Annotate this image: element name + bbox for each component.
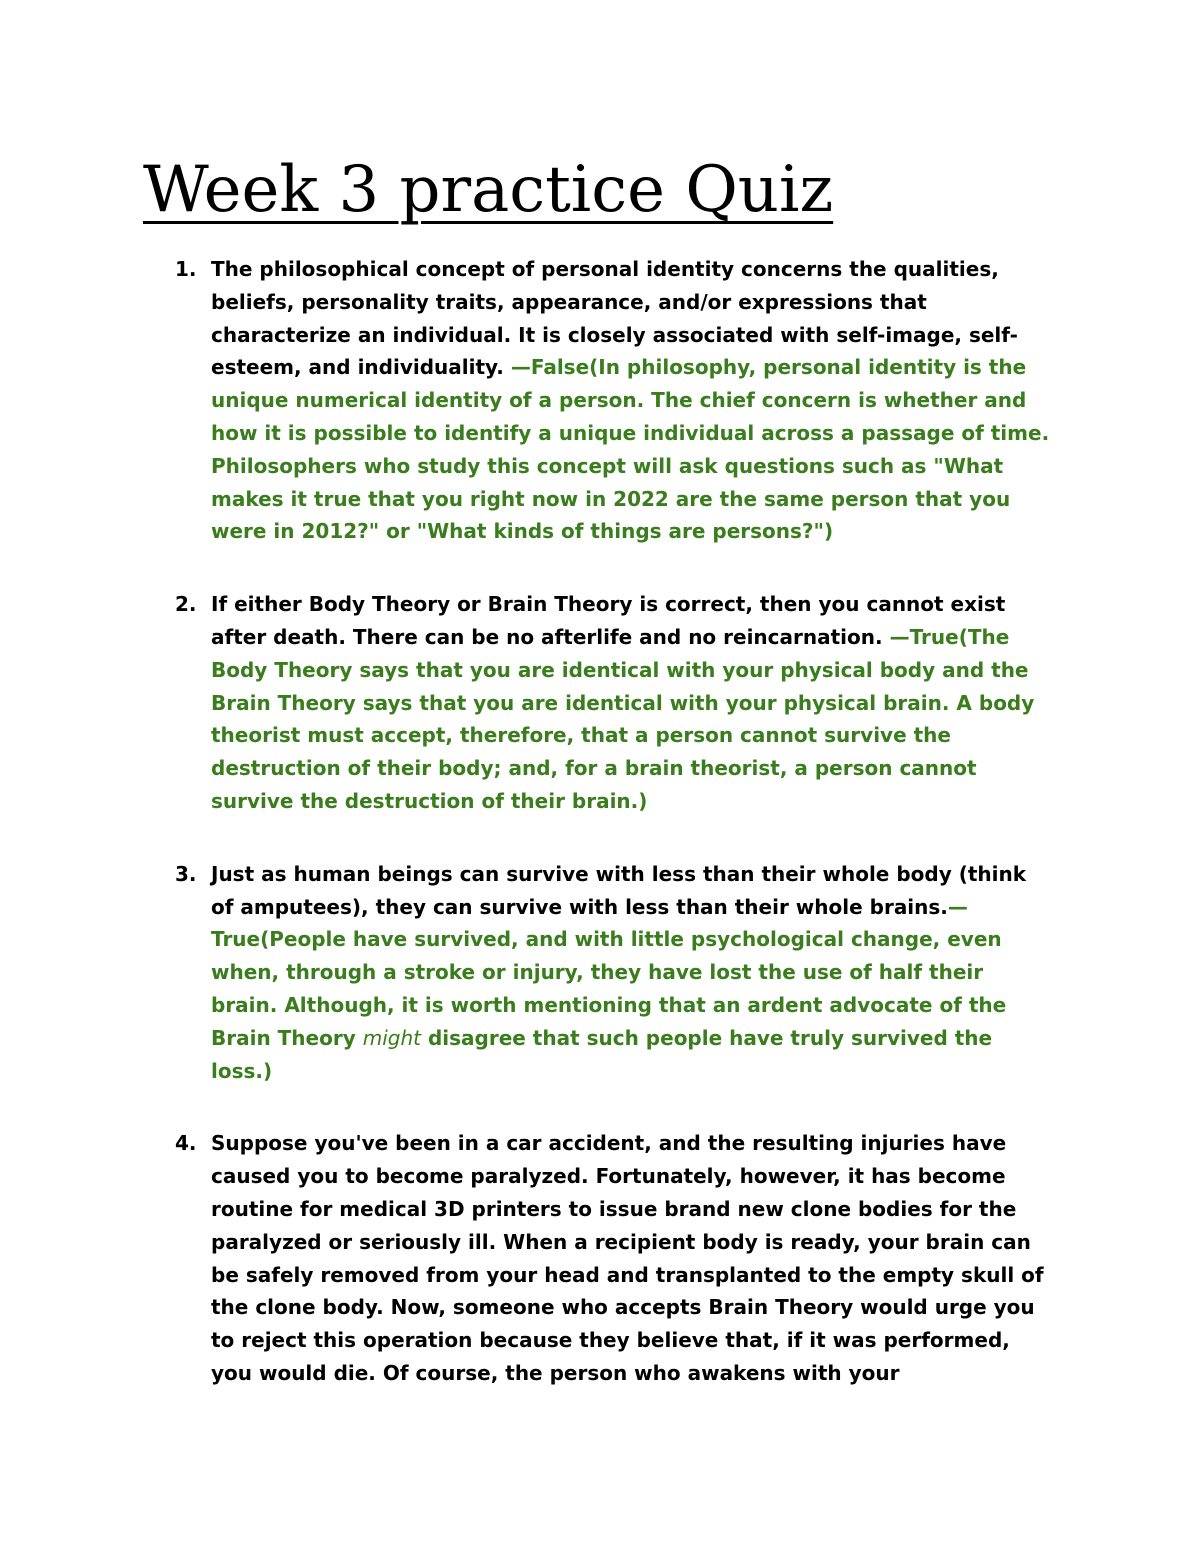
page-title: Week 3 practice Quiz [143, 153, 834, 227]
question-item [0, 858, 1053, 1088]
question-text: Suppose you've been in a car accident, and the resulting injuries have caused you to become paralyzed. Fortunately, however, it has become routine for medical 3D printers to issue brand new clone bodies for the paralyzed or seriously ill. When a recipient body is ready, your brain can be safely removed from your head and transplanted to the empty skull of the clone body. Now, someone who accepts Brain Theory would urge you to reject this operation because they believe that, if it was performed, you would die. Of course, the person who awakens with your [211, 1131, 1044, 1385]
question-item [0, 1127, 1053, 1389]
question-text: If either Body Theory or Brain Theory is correct, then you cannot exist after death. There can be no afterlife and no reincarnation. [211, 592, 1006, 649]
answer-text: —True(The Body Theory says that you are identical with your physical body and the Brain Theory says that you are identical with your physical brain. A body theorist must accept, therefore, that a person cannot survive the destruction of their body; and, for a brain theorist, a person cannot survive the destruction of their brain.) [211, 624, 1035, 813]
answer-text-part: disagree that such people have truly survived the loss.) [211, 1025, 993, 1083]
answer-text-part: —True(People have survived, and with little psychological change, even when, through a stroke or injury, they have lost the use of half their brain. Although, it is worth mentioning that an ardent advocate of the Brain Theory [211, 894, 1007, 1050]
answer-text [211, 895, 1006, 1083]
question-item [0, 253, 1053, 548]
question-text: The philosophical concept of personal identity concerns the qualities, beliefs, personality traits, appearance, and/or expressions that characterize an individual. It is closely associated with self-image, self-esteem, and individuality. [211, 257, 1018, 380]
question-number: 3. [175, 861, 197, 886]
question-number: 1. [175, 257, 197, 281]
question-list [0, 253, 1200, 1430]
question-item [0, 588, 1053, 818]
answer-emphasis: might [362, 1025, 421, 1050]
question-number: 4. [175, 1131, 197, 1156]
answer-text: —False(In philosophy, personal identity is the unique numerical identity of a person. The chief concern is whether and how it is possible to identify a unique individual across a passage of time. Philosophers who study this concept will ask questions such as "What makes it true that you right now in 2022 are the same person that you were in 2012?" or "What kinds of things are persons?") [211, 355, 1050, 544]
question-text: Just as human beings can survive with less than their whole body (think of amputees), they can survive with less than their whole brains. [211, 861, 1027, 919]
question-number: 2. [175, 592, 197, 617]
